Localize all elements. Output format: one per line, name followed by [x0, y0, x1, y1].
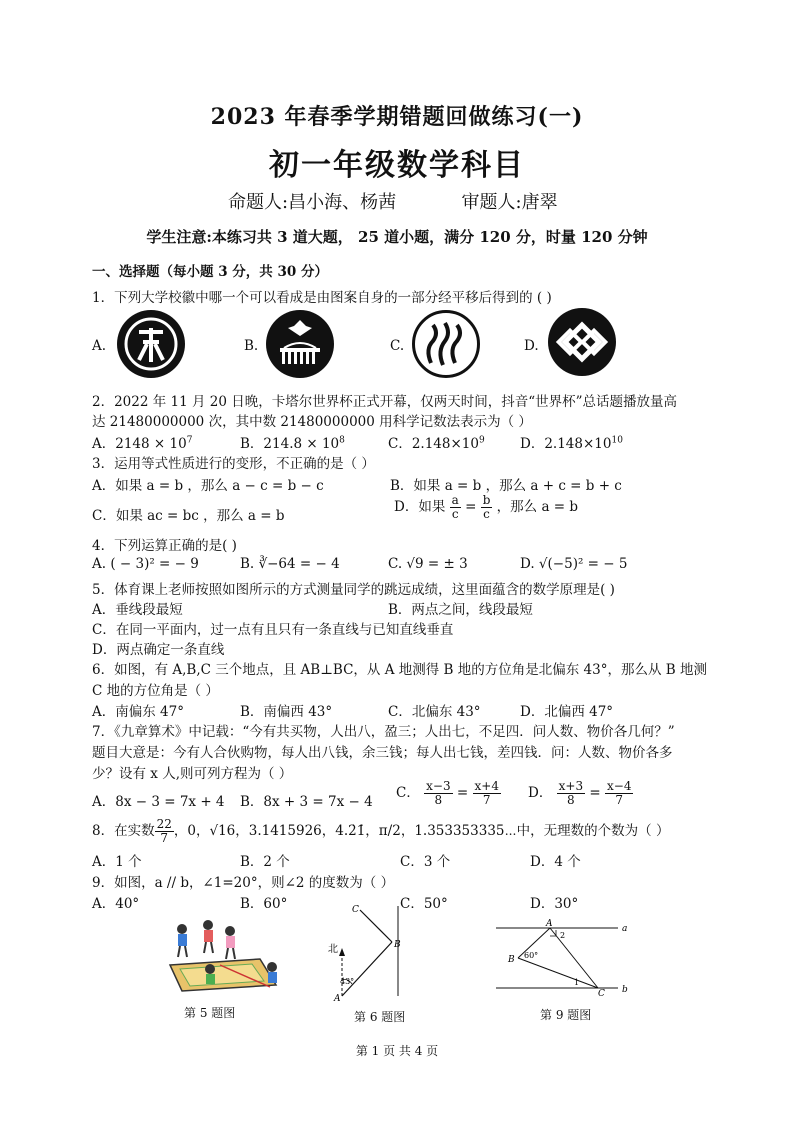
q4-option-c: C. √9 = ± 3	[388, 556, 468, 572]
q9-option-d: D．30°	[530, 896, 579, 912]
fig9-label-a-point: A	[546, 919, 553, 929]
building-logo	[266, 310, 334, 378]
exam-subject: 初一年级数学科目	[269, 148, 525, 183]
q7-stem-line2: 题目大意是：今有人合伙购物，每人出八钱，余三钱；每人出七钱，差四钱．问：人数、物价各多	[92, 745, 673, 761]
q5-option-a: A．垂线段最短	[92, 602, 183, 618]
q3-option-c: C．如果 ac = bc ，那么 a = b	[92, 508, 285, 524]
q7-stem-line1: 7．《九章算术》中记载：“今有共买物，人出八，盈三；人出七，不足四．问人数、物价各几何？”	[92, 724, 675, 740]
fig9-angle-1: 1	[574, 978, 580, 987]
fig6-north-label: 北	[328, 944, 338, 955]
q5-stem: 5．体育课上老师按照如图所示的方式测量同学的跳远成绩，这里面蕴含的数学原理是( )	[92, 582, 615, 598]
authors-line	[228, 188, 558, 214]
q8-option-d: D．4 个	[530, 854, 581, 870]
q2-option-b: B．$214.8 \times 10^8$	[240, 435, 345, 452]
fig9-caption: 第 9 题图	[540, 1008, 592, 1022]
q6-option-a: A．南偏东 47°	[92, 704, 184, 720]
q8-option-a: A．1 个	[92, 854, 142, 870]
fig9-angle-2: 2	[560, 931, 566, 940]
fig9-line-a: a	[622, 924, 628, 934]
page-footer: 第 1 页 共 4 页	[355, 1044, 439, 1058]
fig6-angle-label: 43°	[340, 977, 355, 986]
fig9-line-b: b	[622, 985, 628, 995]
q5-option-d: D．两点确定一条直线	[92, 642, 225, 658]
q8-stem: 8．在实数 $\frac{22}{7}$ ，0，√16，3.1415926，4.2̇1̇，π/2，1.353353335⋯中，无理数的个数为（ ）	[92, 817, 670, 845]
q8-option-c: C．3 个	[400, 854, 451, 870]
q9-stem: 9．如图，a // b，∠1=20°，则∠2 的度数为（ ）	[92, 875, 395, 891]
q7-option-b: B．8x + 3 = 7x − 4	[240, 794, 373, 810]
peking-university-logo	[117, 310, 185, 378]
fig9-label-c-point: C	[598, 989, 605, 998]
q5-option-b: B．两点之间，线段最短	[388, 602, 533, 618]
fig5-long-jump	[160, 915, 290, 995]
q6-option-c: C．北偏东 43°	[388, 704, 481, 720]
q6-option-b: B．南偏西 43°	[240, 704, 333, 720]
q2-option-d: D．$2.148\times 10^{10}$	[520, 435, 623, 452]
q3-option-b: B．如果 a = b ，那么 a + c = b + c	[390, 478, 622, 494]
knot-logo	[548, 308, 616, 376]
q4-option-a: A. ( − 3)² = − 9	[92, 556, 199, 572]
setter: 命题人:昌小海、杨茜	[228, 192, 397, 213]
fig6-label-b: B	[394, 940, 401, 950]
q8-option-b: B．2 个	[240, 854, 290, 870]
fig6-caption: 第 6 题图	[354, 1010, 406, 1024]
q4-stem: 4．下列运算正确的是( )	[92, 538, 237, 554]
q2-stem-line1: 2．2022 年 11 月 20 日晚，卡塔尔世界杯正式开幕，仅两天时间，抖音“世界杯”总话题播放量高	[92, 394, 678, 410]
q1-stem: 1．下列大学校徽中哪一个可以看成是由图案自身的一部分经平移后得到的 ( )	[92, 290, 552, 306]
q9-option-b: B．60°	[240, 896, 288, 912]
q1-label-a: A.	[92, 338, 107, 354]
q3-option-a: A．如果 a = b ，那么 a − c = b − c	[92, 478, 324, 494]
q1-label-c: C.	[390, 338, 405, 354]
fig9-angle-60: 60°	[524, 951, 539, 960]
q7-option-a: A．8x − 3 = 7x + 4	[92, 794, 225, 810]
fig6-label-a: A	[334, 994, 341, 1004]
fig6-label-c: C	[352, 905, 359, 915]
q3-option-d: D．如果 $\frac{a}{c}$ = $\frac{b}{c}$ ，那么 a = b	[394, 493, 579, 521]
q2-stem-line2: 达 21480000000 次，其中数 21480000000 用科学记数法表示为（ ）	[92, 414, 532, 430]
q1-label-d: D.	[524, 338, 539, 354]
q6-option-d: D．北偏西 47°	[520, 704, 614, 720]
q9-option-a: A．40°	[92, 896, 140, 912]
q2-option-c: C．$2.148\times 10^9$	[388, 435, 485, 452]
fig9-label-b-point: B	[508, 955, 515, 965]
q1-label-b: B.	[244, 338, 259, 354]
q4-option-b: B. ∛−64 = − 4	[240, 556, 340, 572]
reviewer: 审题人:唐翠	[461, 192, 558, 213]
student-notice: 学生注意:本练习共 3 道大题， 25 道小题，满分 120 分，时量 120 分钟	[146, 228, 648, 246]
q7-option-d: D． $\frac{x+3}{8}$ = $\frac{x-4}{7}$	[528, 779, 632, 807]
q5-option-c: C．在同一平面内，过一点有且只有一条直线与已知直线垂直	[92, 622, 454, 638]
q6-stem-line2: C 地的方位角是（ ）	[92, 683, 219, 699]
fig9-parallel-lines	[494, 916, 634, 998]
q4-option-d: D. √(−5)² = − 5	[520, 556, 628, 572]
q9-option-c: C．50°	[400, 896, 448, 912]
q7-option-c: C． $\frac{x-3}{8}$ = $\frac{x+4}{7}$	[396, 779, 499, 807]
q6-stem-line1: 6．如图，有 A,B,C 三个地点，且 AB⊥BC，从 A 地测得 B 地的方位角是北偏东 43°，那么从 B 地测	[92, 662, 707, 678]
fig5-caption: 第 5 题图	[184, 1006, 236, 1020]
wave-logo	[412, 310, 480, 378]
q3-stem: 3．运用等式性质进行的变形，不正确的是（ ）	[92, 456, 375, 472]
q2-option-a: A．$2148 \times 10^7$	[92, 435, 193, 452]
q7-stem-line3: 少？设有 x 人,则可列方程为（ ）	[92, 766, 293, 782]
fig6-direction-diagram	[318, 900, 418, 1005]
exam-title: 2023 年春季学期错题回做练习(一)	[210, 104, 584, 130]
section-title: 一、选择题（每小题 3 分，共 30 分）	[92, 264, 328, 280]
